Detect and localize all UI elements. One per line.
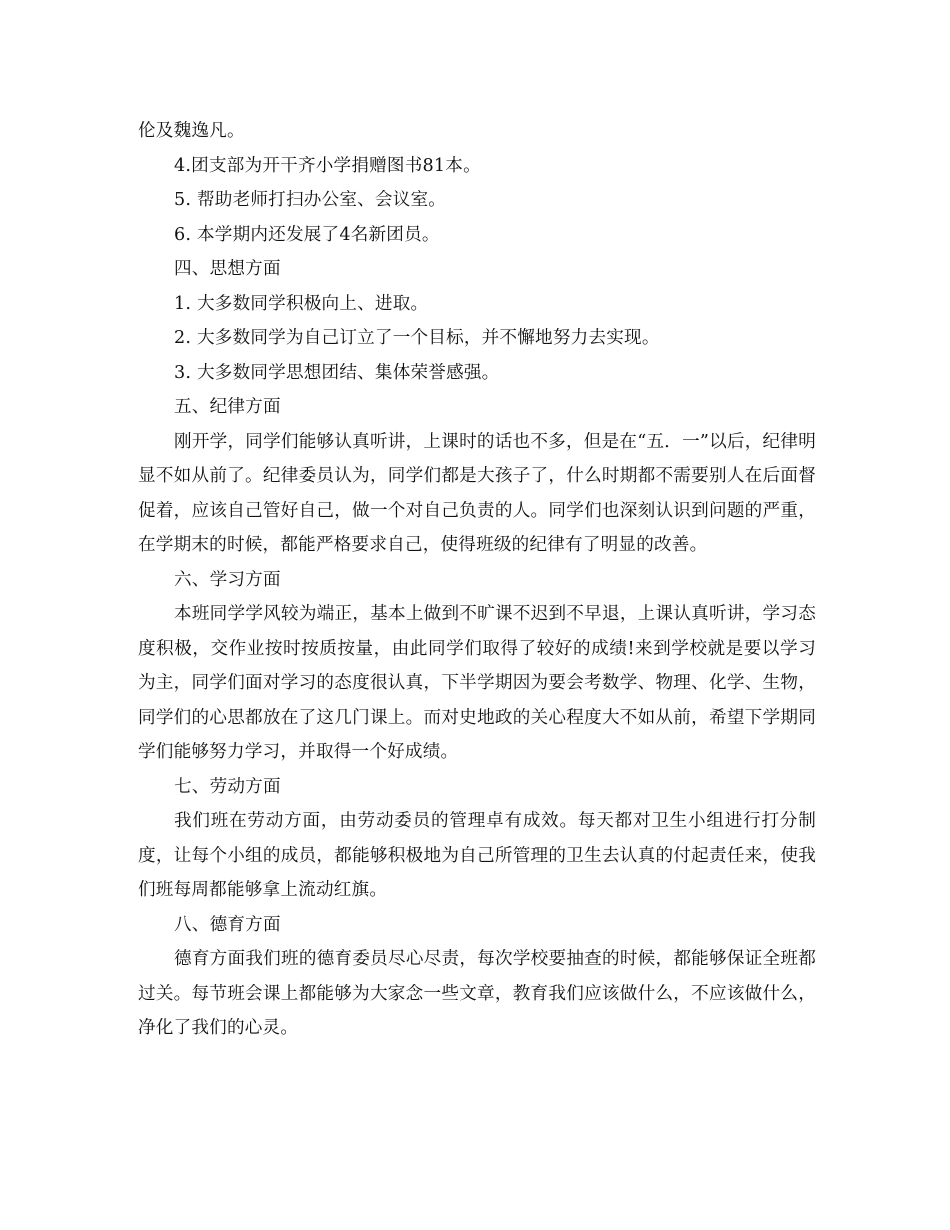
section-heading-discipline: 五、纪律方面 [174,397,281,417]
section-heading-labor: 七、劳动方面 [174,776,281,797]
paragraph-moral: 德育方面我们班的德育委员尽心尽责，每次学校要抽查的时候，都能够保证全班都过关。每节班会课上都能够为大家念一些文章，教育我们应该做什么，不应该做什么，净化了我们的心灵。 [138,949,816,1038]
document-body [138,114,816,1046]
list-item: 3. 大多数同学思想团结、集体荣誉感强。 [174,362,500,383]
continued-text-line: 伦及魏逸凡。 [138,121,245,141]
list-item: 2. 大多数同学为自己订立了一个目标，并不懈地努力去实现。 [174,328,660,348]
paragraph-labor: 我们班在劳动方面，由劳动委员的管理卓有成效。每天都对卫生小组进行打分制度，让每个小组的成员，都能够积极地为自己所管理的卫生去认真的付起责任来，使我们班每周都能够拿上流动红旗。 [138,811,816,900]
list-item: 4.团支部为开干齐小学捐赠图书81本。 [174,155,481,176]
list-item: 5. 帮助老师打扫办公室、会议室。 [174,190,447,210]
section-heading-moral: 八、德育方面 [174,914,281,935]
section-heading-thought: 四、思想方面 [174,259,281,279]
list-item: 1. 大多数同学积极向上、进取。 [174,293,429,314]
paragraph-discipline: 刚开学，同学们能够认真听讲，上课时的话也不多，但是在“五．一”以后，纪律明显不如从前了。纪律委员认为，同学们都是大孩子了，什么时期都不需要别人在后面督促着，应该自己管好自己，做一个对自己负责的人。同学们也深刻认识到问题的严重，在学期末的时候，都能严格要求自己，使得班级的纪律有了明显的改善。 [138,431,816,555]
paragraph-study: 本班同学学风较为端正，基本上做到不旷课不迟到不早退，上课认真听讲，学习态度积极，交作业按时按质按量，由此同学们取得了较好的成绩!来到学校就是要以学习为主，同学们面对学习的态度很认真，下半学期因为要会考数学、物理、化学、生物，同学们的心思都放在了这几门课上。而对史地政的关心程度大不如从前，希望下学期同学们能够努力学习，并取得一个好成绩。 [138,604,816,762]
section-heading-study: 六、学习方面 [174,569,281,590]
list-item: 6. 本学期内还发展了4名新团员。 [174,224,440,245]
